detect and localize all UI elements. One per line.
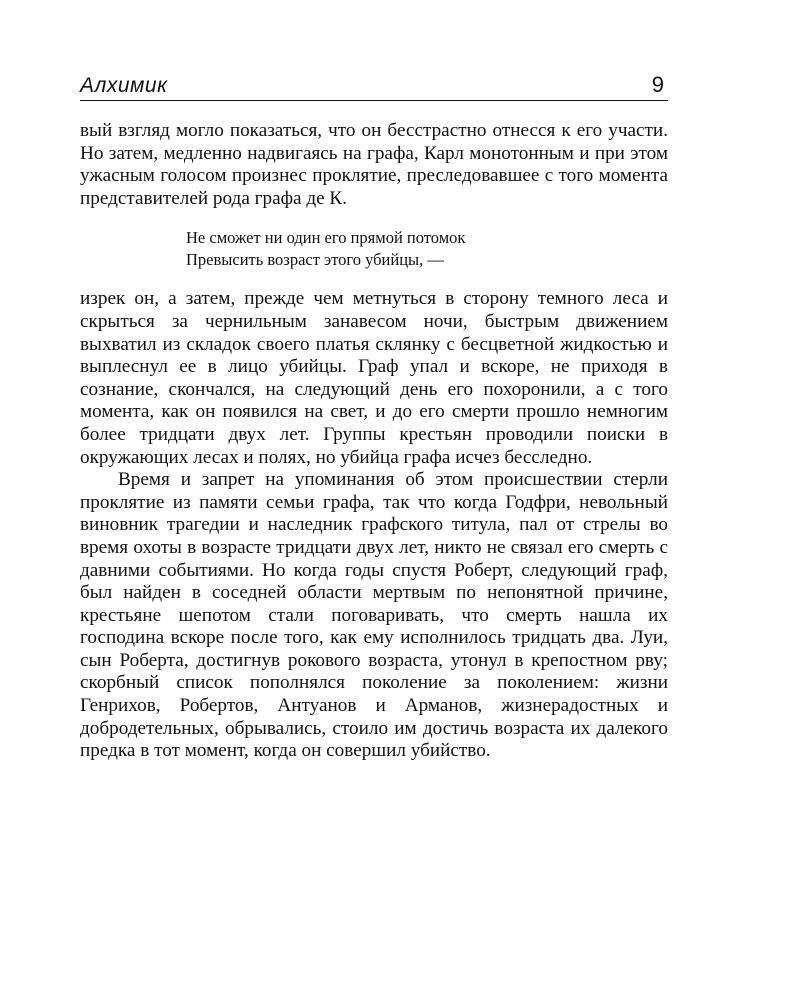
running-title: Алхимик <box>80 74 168 97</box>
book-page <box>80 72 668 763</box>
page-number: 9 <box>651 72 664 97</box>
paragraph-time-and-curse: Время и запрет на упоминания об этом происшествии стерли проклятие из памяти семьи графа, так что когда Годфри, невольный виновник трагедии и наследник графского титула, пал от стрелы во время охоты в возрасте тридцати двух лет, никто не связал его смерть с давними событиями. Но когда годы спустя Роберт, следующий граф, был найден в соседней области мертвым по непонятной причине, крестьяне шепотом стали поговаривать, что смерть нашла их господина вскоре после того, как ему исполнилось тридцать два. Луи, сын Роберта, достигнув рокового возраста, утонул в крепостном рву; скорбный список пополнялся поколение за поколением: жизни Генрихов, Робертов, Антуанов и Арманов, жизнерадостных и добродетельных, обрывались, стоило им достичь возраста их далекого предка в тот момент, когда он совершил убийство. <box>80 469 668 762</box>
curse-verse <box>186 227 668 271</box>
paragraph-continued: вый взгляд могло показаться, что он бесстрастно отнесся к его участи. Но затем, медленно надвигаясь на графа, Карл монотонным и при этом ужасным голосом произнес проклятие, преследовавшее с того момента представителей рода графа де К. <box>80 120 668 209</box>
body-text <box>80 120 668 763</box>
running-header <box>80 72 668 101</box>
verse-line-1: Не сможет ни один его прямой потомок <box>186 228 466 248</box>
verse-line-2: Превысить возраст этого убийцы, — <box>186 250 444 270</box>
paragraph-after-verse: изрек он, а затем, прежде чем метнуться в сторону темного леса и скрыться за чернильным занавесом ночи, быстрым движением выхватил из складок своего платья склянку с бесцветной жидкостью и выплеснул ее в лицо убийцы. Граф упал и вскоре, не приходя в сознание, скончался, на следующий день его похоронили, а с того момента, как он появился на свет, и до его смерти прошло немногим более тридцати двух лет. Группы крестьян проводили поиски в окружающих лесах и полях, но убийца графа исчез бесследно. <box>80 288 668 468</box>
